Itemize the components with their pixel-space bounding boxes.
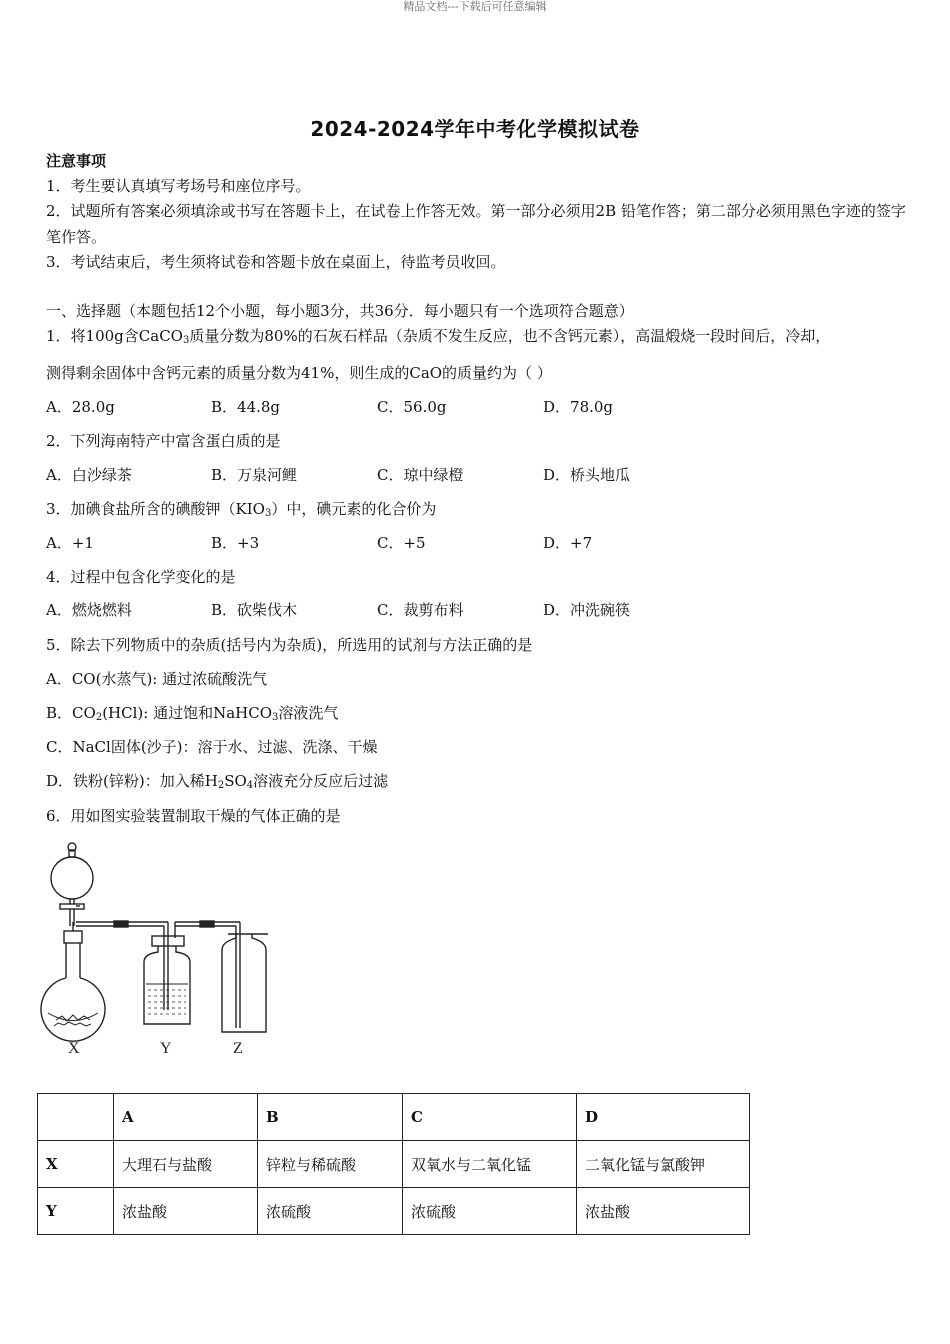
- q5d-sub-2: 4: [246, 780, 254, 791]
- q5-option-b: [46, 703, 338, 728]
- table-header-cell: C: [403, 1094, 577, 1141]
- page-title: 2024-2024学年中考化学模拟试卷: [310, 117, 640, 141]
- table-header-cell: [38, 1094, 114, 1141]
- header-note: 精品文档---下载后可任意编辑: [403, 0, 547, 13]
- q5d-text-b: SO: [224, 772, 247, 790]
- q3-option-d: D．+7: [543, 534, 593, 552]
- q5d-sub-1: 2: [217, 780, 225, 791]
- question-2-stem: 2．下列海南特产中富含蛋白质的是: [46, 432, 281, 450]
- notice-item-2: 2．试题所有答案必须填涂或书写在答题卡上，在试卷上作答无效。第一部分必须用2B 铅笔作答；第二部分必须用黑色字迹的签字笔作答。: [46, 202, 906, 246]
- table-cell: 浓硫酸: [258, 1188, 403, 1235]
- q5-option-a: A．CO(水蒸气): 通过浓硫酸洗气: [46, 670, 268, 688]
- figure-label-z: Z: [233, 1040, 243, 1057]
- table-header-row: [38, 1094, 750, 1141]
- q4-option-a: A．燃烧燃料: [46, 601, 132, 619]
- q1-option-b: B．44.8g: [211, 398, 281, 416]
- q2-option-b: B．万泉河鲤: [211, 466, 298, 484]
- table-header-cell: B: [258, 1094, 403, 1141]
- q5b-text-c: 溶液洗气: [278, 704, 339, 722]
- table-cell: 浓盐酸: [577, 1188, 750, 1235]
- table-cell: 浓盐酸: [114, 1188, 258, 1235]
- q3-subscript: 3: [264, 508, 272, 519]
- flask-x: [41, 843, 105, 1041]
- q3-option-a: A．+1: [46, 534, 94, 552]
- bottle-y: [144, 936, 190, 1024]
- q4-option-b: B．砍柴伐木: [211, 601, 298, 619]
- question-5-stem: 5．除去下列物质中的杂质(括号内为杂质)，所选用的试剂与方法正确的是: [46, 636, 533, 654]
- q5b-text-b: (HCl): 通过饱和NaHCO: [102, 704, 272, 722]
- table-header-cell: A: [114, 1094, 258, 1141]
- table-row: [38, 1141, 750, 1188]
- table-row: [38, 1188, 750, 1235]
- question-6-stem: 6．用如图实验装置制取干燥的气体正确的是: [46, 807, 341, 825]
- question-4-stem: 4．过程中包含化学变化的是: [46, 568, 236, 586]
- question-3-stem: [46, 499, 436, 524]
- question-1-line-1: [46, 326, 830, 351]
- q6-options-table: [37, 1093, 750, 1235]
- table-cell: Y: [38, 1188, 114, 1235]
- question-1-line-2: 测得剩余固体中含钙元素的质量分数为41%，则生成的CaO的质量约为（ ）: [46, 364, 552, 382]
- q1-text-b: 质量分数为80%的石灰石样品（杂质不发生反应，也不含钙元素），高温煅烧一段时间后，冷却，: [189, 327, 831, 345]
- q5b-text-a: B．CO: [46, 704, 96, 722]
- q5-option-d: [46, 771, 388, 796]
- q1-text-a: 1．将100g含CaCO: [46, 327, 183, 345]
- table-cell: 锌粒与稀硫酸: [258, 1141, 403, 1188]
- q1-option-a: A．28.0g: [46, 398, 115, 416]
- q4-option-d: D．冲洗碗筷: [543, 601, 631, 619]
- connecting-tubes: [73, 921, 240, 1028]
- q3-option-b: B．+3: [211, 534, 260, 552]
- q3-option-c: C．+5: [377, 534, 426, 552]
- q5d-text-a: D．铁粉(锌粉)：加入稀H: [46, 772, 218, 790]
- q5b-sub-2: 3: [272, 712, 279, 723]
- table-cell: 二氧化锰与氯酸钾: [577, 1141, 750, 1188]
- table-cell: X: [38, 1141, 114, 1188]
- bottle-z: [222, 934, 268, 1032]
- q5b-sub-1: 2: [95, 712, 103, 723]
- q3-text-b: ）中，碘元素的化合价为: [271, 500, 437, 518]
- q2-option-c: C．琼中绿橙: [377, 466, 464, 484]
- notice-item-1: 1．考生要认真填写考场号和座位序号。: [46, 177, 311, 195]
- q4-option-c: C．裁剪布料: [377, 601, 464, 619]
- q1-option-d: D．78.0g: [543, 398, 614, 416]
- figure-label-y: Y: [160, 1040, 172, 1057]
- section-heading: 一、选择题（本题包括12个小题，每小题3分，共36分．每小题只有一个选项符合题意）: [46, 302, 634, 320]
- notice-heading: 注意事项: [46, 152, 107, 170]
- table-header-cell: D: [577, 1094, 750, 1141]
- q3-text-a: 3．加碘食盐所含的碘酸钾（KIO: [46, 500, 265, 518]
- figure-label-x: X: [68, 1040, 80, 1057]
- q1-option-c: C．56.0g: [377, 398, 447, 416]
- q5d-text-c: 溶液充分反应后过滤: [253, 772, 389, 790]
- table-cell: 大理石与盐酸: [114, 1141, 258, 1188]
- q2-option-a: A．白沙绿茶: [46, 466, 132, 484]
- q5-option-c: C．NaCl固体(沙子)：溶于水、过滤、洗涤、干燥: [46, 738, 378, 756]
- q2-option-d: D．桥头地瓜: [543, 466, 631, 484]
- table-cell: 双氧水与二氧化锰: [403, 1141, 577, 1188]
- q1-subscript: 3: [182, 335, 190, 346]
- table-cell: 浓硫酸: [403, 1188, 577, 1235]
- notice-item-3: 3．考试结束后，考生须将试卷和答题卡放在桌面上，待监考员收回。: [46, 253, 506, 271]
- apparatus-diagram: [40, 838, 280, 1058]
